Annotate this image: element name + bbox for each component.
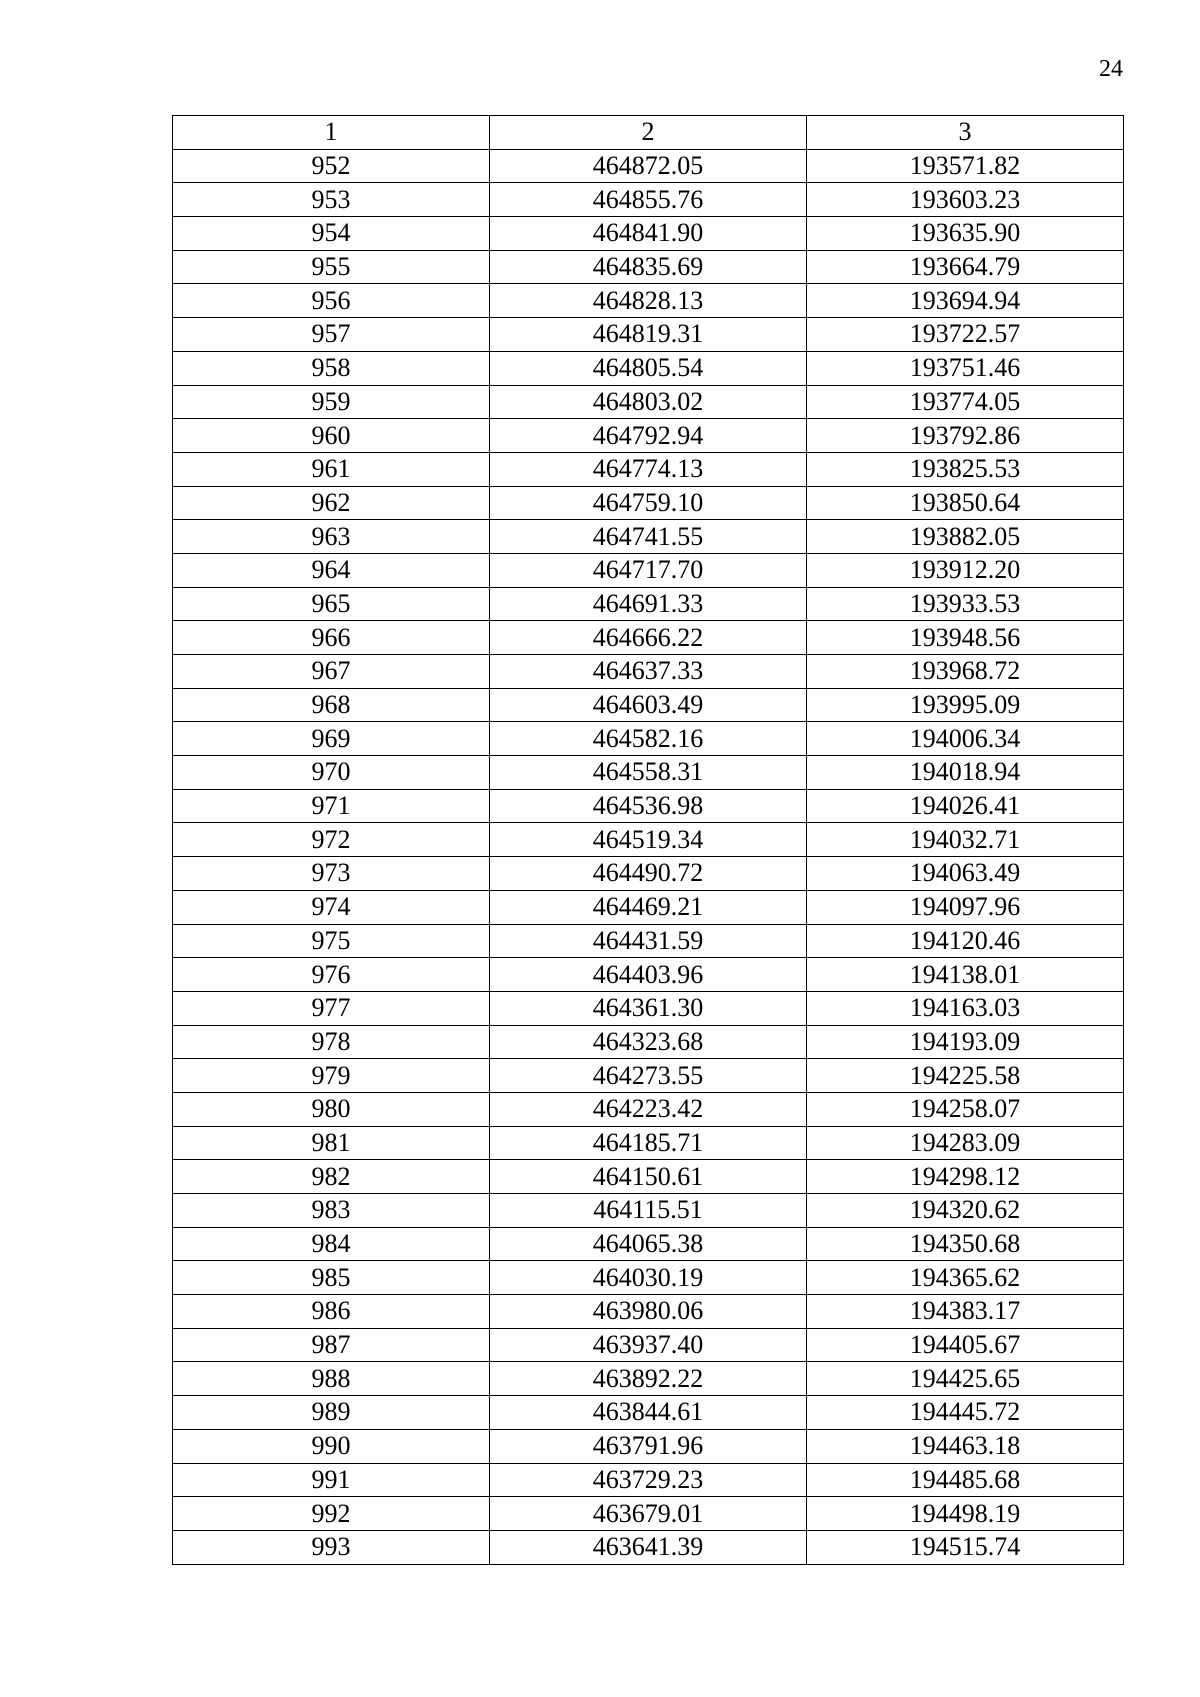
- x-coordinate-cell: 463844.61: [490, 1396, 807, 1430]
- column-header-1: 1: [173, 116, 490, 150]
- y-coordinate-cell: 194163.03: [807, 991, 1124, 1025]
- y-coordinate-cell: 194258.07: [807, 1092, 1124, 1126]
- x-coordinate-cell: 464115.51: [490, 1194, 807, 1228]
- y-coordinate-cell: 193774.05: [807, 385, 1124, 419]
- point-number-cell: 991: [173, 1463, 490, 1497]
- table-row: [173, 823, 1124, 857]
- x-coordinate-cell: 464558.31: [490, 756, 807, 790]
- y-coordinate-cell: 193792.86: [807, 419, 1124, 453]
- point-number-cell: 975: [173, 924, 490, 958]
- point-number-cell: 977: [173, 991, 490, 1025]
- table-row: [173, 1530, 1124, 1564]
- table-row: [173, 1126, 1124, 1160]
- y-coordinate-cell: 193825.53: [807, 452, 1124, 486]
- point-number-cell: 957: [173, 318, 490, 352]
- table-row: [173, 149, 1124, 183]
- x-coordinate-cell: 464792.94: [490, 419, 807, 453]
- y-coordinate-cell: 194298.12: [807, 1160, 1124, 1194]
- y-coordinate-cell: 194463.18: [807, 1429, 1124, 1463]
- y-coordinate-cell: 193694.94: [807, 284, 1124, 318]
- point-number-cell: 979: [173, 1059, 490, 1093]
- table-row: [173, 452, 1124, 486]
- point-number-cell: 981: [173, 1126, 490, 1160]
- point-number-cell: 983: [173, 1194, 490, 1228]
- x-coordinate-cell: 463892.22: [490, 1362, 807, 1396]
- table-row: [173, 789, 1124, 823]
- x-coordinate-cell: 464431.59: [490, 924, 807, 958]
- x-coordinate-cell: 463980.06: [490, 1295, 807, 1329]
- table-row: [173, 1497, 1124, 1531]
- x-coordinate-cell: 464828.13: [490, 284, 807, 318]
- point-number-cell: 972: [173, 823, 490, 857]
- point-number-cell: 988: [173, 1362, 490, 1396]
- y-coordinate-cell: 194283.09: [807, 1126, 1124, 1160]
- table-row: [173, 756, 1124, 790]
- point-number-cell: 978: [173, 1025, 490, 1059]
- table-row: [173, 419, 1124, 453]
- table-row: [173, 890, 1124, 924]
- x-coordinate-cell: 464185.71: [490, 1126, 807, 1160]
- point-number-cell: 985: [173, 1261, 490, 1295]
- y-coordinate-cell: 193968.72: [807, 655, 1124, 689]
- point-number-cell: 962: [173, 486, 490, 520]
- y-coordinate-cell: 193603.23: [807, 183, 1124, 217]
- table-row: [173, 1059, 1124, 1093]
- column-header-3: 3: [807, 116, 1124, 150]
- table-row: [173, 1429, 1124, 1463]
- point-number-cell: 971: [173, 789, 490, 823]
- x-coordinate-cell: 464536.98: [490, 789, 807, 823]
- table-row: [173, 1160, 1124, 1194]
- table-row: [173, 1463, 1124, 1497]
- table-header-row: [173, 116, 1124, 150]
- table-row: [173, 1261, 1124, 1295]
- y-coordinate-cell: 194225.58: [807, 1059, 1124, 1093]
- x-coordinate-cell: 463641.39: [490, 1530, 807, 1564]
- y-coordinate-cell: 193933.53: [807, 587, 1124, 621]
- table-row: [173, 1362, 1124, 1396]
- point-number-cell: 968: [173, 688, 490, 722]
- point-number-cell: 987: [173, 1328, 490, 1362]
- point-number-cell: 969: [173, 722, 490, 756]
- table-row: [173, 1328, 1124, 1362]
- y-coordinate-cell: 193635.90: [807, 217, 1124, 251]
- point-number-cell: 973: [173, 857, 490, 891]
- point-number-cell: 989: [173, 1396, 490, 1430]
- table-row: [173, 587, 1124, 621]
- x-coordinate-cell: 464490.72: [490, 857, 807, 891]
- point-number-cell: 966: [173, 621, 490, 655]
- x-coordinate-cell: 464065.38: [490, 1227, 807, 1261]
- point-number-cell: 992: [173, 1497, 490, 1531]
- point-number-cell: 954: [173, 217, 490, 251]
- table-row: [173, 958, 1124, 992]
- x-coordinate-cell: 463729.23: [490, 1463, 807, 1497]
- table-row: [173, 857, 1124, 891]
- point-number-cell: 990: [173, 1429, 490, 1463]
- point-number-cell: 980: [173, 1092, 490, 1126]
- x-coordinate-cell: 464805.54: [490, 351, 807, 385]
- x-coordinate-cell: 464469.21: [490, 890, 807, 924]
- y-coordinate-cell: 194026.41: [807, 789, 1124, 823]
- table-row: [173, 250, 1124, 284]
- y-coordinate-cell: 193722.57: [807, 318, 1124, 352]
- table-row: [173, 351, 1124, 385]
- point-number-cell: 970: [173, 756, 490, 790]
- point-number-cell: 986: [173, 1295, 490, 1329]
- point-number-cell: 952: [173, 149, 490, 183]
- point-number-cell: 967: [173, 655, 490, 689]
- x-coordinate-cell: 464637.33: [490, 655, 807, 689]
- point-number-cell: 960: [173, 419, 490, 453]
- table-row: [173, 655, 1124, 689]
- point-number-cell: 974: [173, 890, 490, 924]
- point-number-cell: 961: [173, 452, 490, 486]
- y-coordinate-cell: 194515.74: [807, 1530, 1124, 1564]
- y-coordinate-cell: 194120.46: [807, 924, 1124, 958]
- x-coordinate-cell: 464582.16: [490, 722, 807, 756]
- y-coordinate-cell: 193948.56: [807, 621, 1124, 655]
- table-row: [173, 621, 1124, 655]
- point-number-cell: 955: [173, 250, 490, 284]
- x-coordinate-cell: 464603.49: [490, 688, 807, 722]
- x-coordinate-cell: 464803.02: [490, 385, 807, 419]
- table-row: [173, 318, 1124, 352]
- x-coordinate-cell: 464666.22: [490, 621, 807, 655]
- x-coordinate-cell: 464741.55: [490, 520, 807, 554]
- x-coordinate-cell: 463937.40: [490, 1328, 807, 1362]
- point-number-cell: 959: [173, 385, 490, 419]
- table-row: [173, 1227, 1124, 1261]
- point-number-cell: 958: [173, 351, 490, 385]
- y-coordinate-cell: 194365.62: [807, 1261, 1124, 1295]
- y-coordinate-cell: 194498.19: [807, 1497, 1124, 1531]
- table-row: [173, 1295, 1124, 1329]
- x-coordinate-cell: 464759.10: [490, 486, 807, 520]
- y-coordinate-cell: 193664.79: [807, 250, 1124, 284]
- x-coordinate-cell: 464774.13: [490, 452, 807, 486]
- table-row: [173, 688, 1124, 722]
- table-row: [173, 183, 1124, 217]
- point-number-cell: 965: [173, 587, 490, 621]
- y-coordinate-cell: 193882.05: [807, 520, 1124, 554]
- x-coordinate-cell: 464273.55: [490, 1059, 807, 1093]
- y-coordinate-cell: 194383.17: [807, 1295, 1124, 1329]
- x-coordinate-cell: 464835.69: [490, 250, 807, 284]
- column-header-2: 2: [490, 116, 807, 150]
- table-row: [173, 1194, 1124, 1228]
- point-number-cell: 982: [173, 1160, 490, 1194]
- x-coordinate-cell: 464519.34: [490, 823, 807, 857]
- x-coordinate-cell: 464872.05: [490, 149, 807, 183]
- x-coordinate-cell: 464030.19: [490, 1261, 807, 1295]
- x-coordinate-cell: 464323.68: [490, 1025, 807, 1059]
- coordinates-table: [172, 115, 1124, 1565]
- table-row: [173, 1396, 1124, 1430]
- point-number-cell: 984: [173, 1227, 490, 1261]
- point-number-cell: 993: [173, 1530, 490, 1564]
- x-coordinate-cell: 464691.33: [490, 587, 807, 621]
- y-coordinate-cell: 194425.65: [807, 1362, 1124, 1396]
- table-row: [173, 924, 1124, 958]
- x-coordinate-cell: 464717.70: [490, 553, 807, 587]
- point-number-cell: 963: [173, 520, 490, 554]
- x-coordinate-cell: 463679.01: [490, 1497, 807, 1531]
- x-coordinate-cell: 464150.61: [490, 1160, 807, 1194]
- y-coordinate-cell: 194006.34: [807, 722, 1124, 756]
- x-coordinate-cell: 464819.31: [490, 318, 807, 352]
- y-coordinate-cell: 194445.72: [807, 1396, 1124, 1430]
- table-row: [173, 1092, 1124, 1126]
- y-coordinate-cell: 194018.94: [807, 756, 1124, 790]
- y-coordinate-cell: 194485.68: [807, 1463, 1124, 1497]
- y-coordinate-cell: 194320.62: [807, 1194, 1124, 1228]
- x-coordinate-cell: 464403.96: [490, 958, 807, 992]
- table-row: [173, 553, 1124, 587]
- x-coordinate-cell: 464361.30: [490, 991, 807, 1025]
- y-coordinate-cell: 194138.01: [807, 958, 1124, 992]
- y-coordinate-cell: 194350.68: [807, 1227, 1124, 1261]
- y-coordinate-cell: 194193.09: [807, 1025, 1124, 1059]
- point-number-cell: 976: [173, 958, 490, 992]
- table-body: [173, 149, 1124, 1564]
- x-coordinate-cell: 464223.42: [490, 1092, 807, 1126]
- y-coordinate-cell: 194097.96: [807, 890, 1124, 924]
- table-row: [173, 486, 1124, 520]
- x-coordinate-cell: 464841.90: [490, 217, 807, 251]
- table-row: [173, 722, 1124, 756]
- table-row: [173, 1025, 1124, 1059]
- y-coordinate-cell: 194032.71: [807, 823, 1124, 857]
- page-number: 24: [1099, 56, 1123, 82]
- x-coordinate-cell: 463791.96: [490, 1429, 807, 1463]
- table-row: [173, 520, 1124, 554]
- y-coordinate-cell: 193850.64: [807, 486, 1124, 520]
- point-number-cell: 964: [173, 553, 490, 587]
- point-number-cell: 956: [173, 284, 490, 318]
- y-coordinate-cell: 193912.20: [807, 553, 1124, 587]
- table-row: [173, 385, 1124, 419]
- table-row: [173, 217, 1124, 251]
- y-coordinate-cell: 193751.46: [807, 351, 1124, 385]
- point-number-cell: 953: [173, 183, 490, 217]
- table-row: [173, 284, 1124, 318]
- y-coordinate-cell: 194405.67: [807, 1328, 1124, 1362]
- y-coordinate-cell: 193995.09: [807, 688, 1124, 722]
- table-row: [173, 991, 1124, 1025]
- y-coordinate-cell: 194063.49: [807, 857, 1124, 891]
- x-coordinate-cell: 464855.76: [490, 183, 807, 217]
- y-coordinate-cell: 193571.82: [807, 149, 1124, 183]
